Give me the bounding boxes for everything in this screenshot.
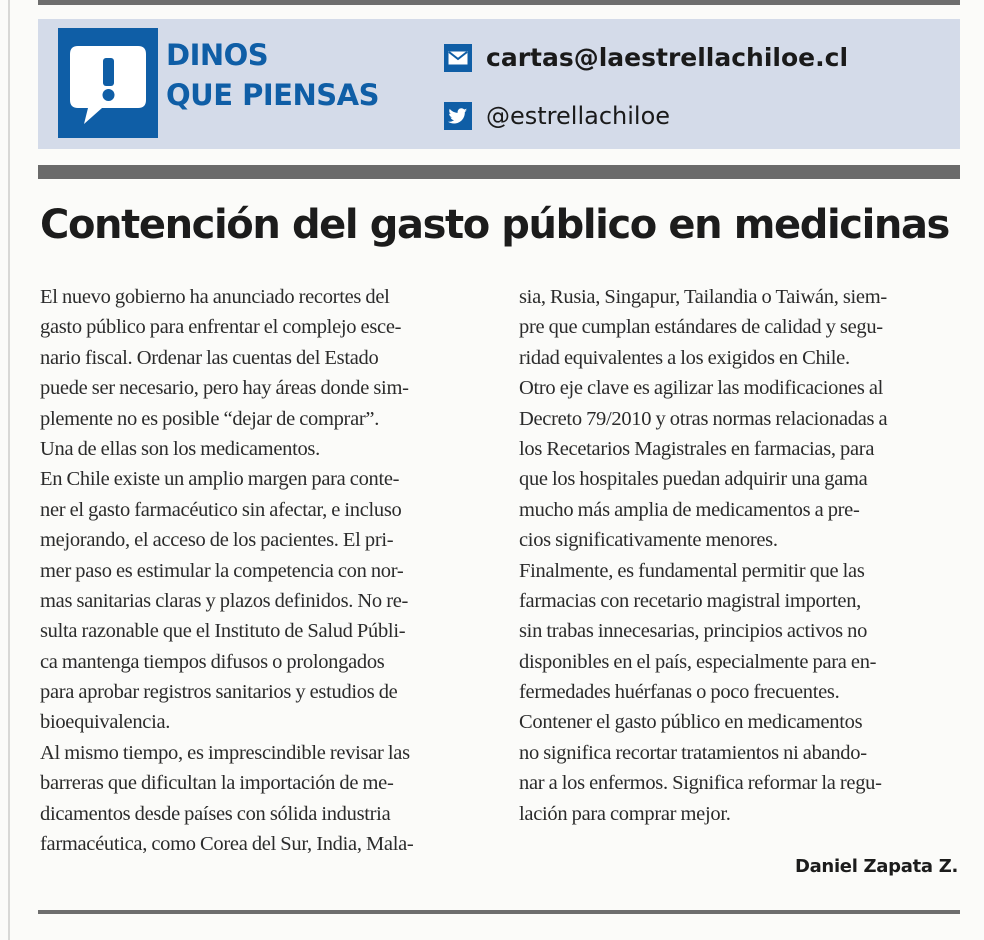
article-line: no significa recortar tratamientos ni abando- (519, 741, 867, 764)
article-line: Otro eje clave es agilizar las modificaciones al (519, 377, 884, 400)
article-line: Contener el gasto público en medicamentos (519, 711, 863, 734)
article-line: ridad equivalentes a los exigidos en Chile. (519, 346, 850, 369)
article-column-right (519, 282, 964, 829)
banner-title (166, 35, 379, 115)
article-line: Finalmente, es fundamental permitir que las (519, 559, 865, 582)
article-byline: Daniel Zapata Z. (794, 856, 958, 877)
article-line: puede ser necesario, pero hay áreas donde sim- (40, 377, 409, 400)
article-line: En Chile existe un amplio margen para conte- (40, 468, 400, 491)
article-line: lación para comprar mejor. (519, 802, 731, 825)
twitter-handle[interactable]: @estrellachiloe (486, 102, 671, 130)
article-line: pre que cumplan estándares de calidad y segu- (519, 316, 883, 339)
article-headline: Contención del gasto público en medicinas (40, 202, 949, 248)
email-address[interactable]: cartas@laestrellachiloe.cl (486, 43, 849, 72)
article-line: mucho más amplia de medicamentos a pre- (519, 498, 860, 521)
article-line: nario fiscal. Ordenar las cuentas del Estado (40, 346, 379, 369)
article-line: sulta razonable que el Instituto de Salud Públi- (40, 620, 406, 643)
article-column-left (40, 282, 490, 859)
banner-title-line1: DINOS (166, 38, 269, 72)
twitter-bird-icon (444, 102, 472, 130)
article-line: mas sanitarias claras y plazos definidos. No re- (40, 589, 409, 612)
bottom-divider-bar (38, 910, 960, 914)
top-divider-bar (38, 0, 960, 5)
article-line: fermedades huérfanas o poco frecuentes. (519, 681, 840, 704)
article-line: dicamentos desde países con sólida industria (40, 802, 391, 825)
article-line: Al mismo tiempo, es imprescindible revisar las (40, 741, 410, 764)
article-line: gasto público para enfrentar el complejo esce- (40, 316, 402, 339)
twitter-contact[interactable] (444, 102, 670, 130)
article-line: ner el gasto farmacéutico sin afectar, e incluso (40, 498, 402, 521)
headline-divider-bar (38, 165, 960, 179)
article-line: que los hospitales puedan adquirir una gama (519, 468, 868, 491)
article-line: sin trabas innecesarias, principios activos no (519, 620, 868, 643)
envelope-icon (444, 44, 472, 72)
article-line: Una de ellas son los medicamentos. (40, 437, 320, 460)
article-line: plemente no es posible “dejar de comprar”. (40, 407, 380, 430)
article-line: barreras que dificultan la importación de me- (40, 772, 394, 795)
article-line: farmacias con recetario magistral importen, (519, 589, 861, 612)
article-line: para aprobar registros sanitarios y estudios de (40, 681, 398, 704)
article-line: ca mantenga tiempos difusos o prolongados (40, 650, 385, 673)
article-line: nar a los enfermos. Significa reformar la regu- (519, 772, 882, 795)
speech-bubble-exclamation-icon (58, 28, 158, 138)
email-contact[interactable] (444, 43, 848, 72)
article-line: Decreto 79/2010 y otras normas relacionadas a (519, 407, 888, 430)
article-line: bioequivalencia. (40, 711, 171, 734)
article-line: mejorando, el acceso de los pacientes. El pri- (40, 529, 394, 552)
page-side-rule (8, 0, 10, 940)
letters-banner (38, 19, 960, 149)
banner-title-line2: QUE PIENSAS (166, 78, 379, 112)
article-line: sia, Rusia, Singapur, Tailandia o Taiwán, siem- (519, 286, 887, 308)
article-line: mer paso es estimular la competencia con nor- (40, 559, 404, 582)
article-line: los Recetarios Magistrales en farmacias, para (519, 437, 875, 460)
article-line: farmacéutica, como Corea del Sur, India, Mala- (40, 833, 414, 856)
article-line: disponibles en el país, especialmente para en- (519, 650, 877, 673)
article-line: El nuevo gobierno ha anunciado recortes del (40, 286, 390, 308)
article-line: cios significativamente menores. (519, 529, 778, 552)
